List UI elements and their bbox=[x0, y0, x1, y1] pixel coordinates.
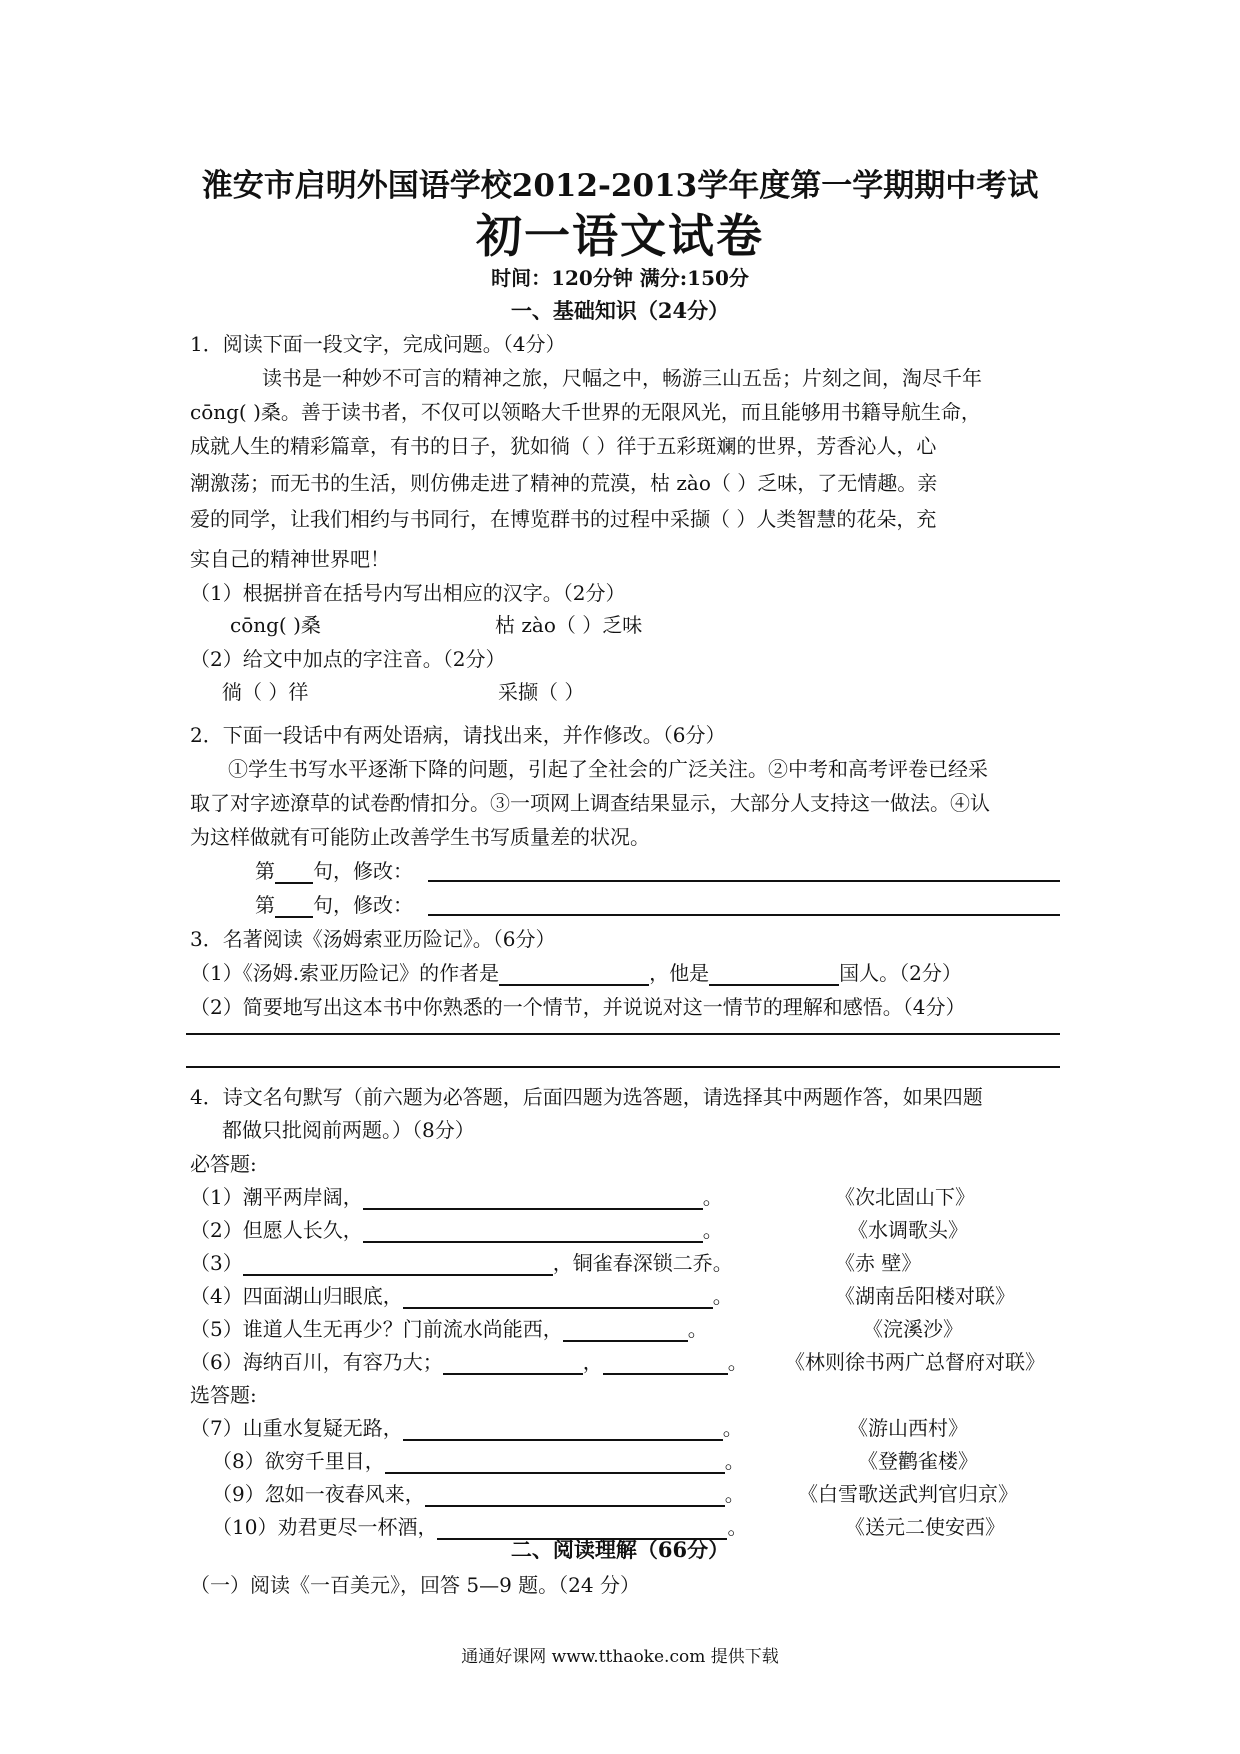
q3-answer-line-2[interactable] bbox=[186, 1066, 1060, 1068]
q4-item-8-blank[interactable] bbox=[385, 1450, 725, 1474]
q4-item-4: （4）四面湖山归眼底， 。 bbox=[190, 1284, 733, 1308]
q1-sub2-answer-a[interactable]: 徜（ ）徉 bbox=[222, 680, 309, 704]
q4-item-6-blank-b[interactable] bbox=[603, 1351, 728, 1375]
q2-fix-row-2: 第 句，修改： bbox=[255, 893, 413, 917]
q4-item-3: （3） ，铜雀春深锁二乔。 bbox=[190, 1251, 733, 1275]
q4-item-9-source: 《白雪歌送武判官归京》 bbox=[798, 1482, 1018, 1506]
q3-stem: 3．名著阅读《汤姆索亚历险记》。（6分） bbox=[190, 927, 556, 951]
q1-sub1-answer-a[interactable]: cōng( )桑 bbox=[230, 613, 321, 637]
q2-fix-row-1: 第 句，修改： bbox=[255, 859, 413, 883]
q3-sub1: （1）《汤姆.索亚历险记》的作者是 ，他是 国人。（2分） bbox=[190, 961, 962, 985]
q4-stem-line2: 都做只批阅前两题。）（8分） bbox=[222, 1118, 475, 1142]
q2-passage-line1: ①学生书写水平逐渐下降的问题，引起了全社会的广泛关注。②中考和高考评卷已经采 bbox=[228, 757, 988, 781]
q4-item-3-source: 《赤 壁》 bbox=[835, 1251, 922, 1275]
q4-item-10: （10）劝君更尽一杯酒， 。 bbox=[212, 1515, 748, 1539]
q4-item-1-source: 《次北固山下》 bbox=[835, 1185, 975, 1209]
q4-item-1: （1）潮平两岸阔， 。 bbox=[190, 1185, 723, 1209]
q4-item-1-blank[interactable] bbox=[363, 1186, 703, 1210]
q4-optional-label: 选答题: bbox=[190, 1383, 257, 1407]
q4-item-2: （2）但愿人长久， 。 bbox=[190, 1218, 723, 1242]
q1-sub1: （1）根据拼音在括号内写出相应的汉字。（2分） bbox=[190, 581, 626, 605]
q1-sub1-answer-b[interactable]: 枯 zào（ ）乏味 bbox=[495, 613, 643, 637]
q4-item-8: （8）欲穷千里目， 。 bbox=[212, 1449, 745, 1473]
q4-required-label: 必答题: bbox=[190, 1152, 257, 1176]
q1-passage-line1: 读书是一种妙不可言的精神之旅，尺幅之中，畅游三山五岳；片刻之间，淘尽千年 bbox=[262, 366, 982, 390]
q4-item-4-source: 《湖南岳阳楼对联》 bbox=[835, 1284, 1015, 1308]
section2-title: 二、阅读理解（66分） bbox=[510, 1537, 730, 1562]
q4-item-3-blank[interactable] bbox=[243, 1252, 553, 1276]
q4-item-6-blank-a[interactable] bbox=[443, 1351, 583, 1375]
q2-stem: 2．下面一段话中有两处语病，请找出来，并作修改。（6分） bbox=[190, 723, 726, 747]
q1-stem: 1．阅读下面一段文字，完成问题。（4分） bbox=[190, 332, 566, 356]
q4-item-6-source: 《林则徐书两广总督府对联》 bbox=[785, 1350, 1045, 1374]
q1-passage-line4: 潮激荡；而无书的生活，则仿佛走进了精神的荒漠，枯 zào（ ）乏味，了无情趣。亲 bbox=[190, 471, 938, 495]
section1-title: 一、基础知识（24分） bbox=[510, 298, 730, 323]
q2-fix-1-sentence-blank[interactable] bbox=[275, 860, 313, 884]
q4-item-2-blank[interactable] bbox=[363, 1219, 703, 1243]
q1-sub2-answer-b[interactable]: 采撷（ ） bbox=[498, 680, 585, 704]
section2-intro: （一）阅读《一百美元》，回答 5—9 题。（24 分） bbox=[190, 1573, 640, 1597]
exam-meta: 时间：120分钟 满分:150分 bbox=[491, 266, 749, 290]
q3-nationality-blank[interactable] bbox=[709, 962, 839, 986]
school-exam-heading: 淮安市启明外国语学校2012-2013学年度第一学期期中考试 bbox=[201, 168, 1039, 204]
q2-passage-line3: 为这样做就有可能防止改善学生书写质量差的状况。 bbox=[190, 825, 650, 849]
q2-fix-2-sentence-blank[interactable] bbox=[275, 894, 313, 918]
q4-item-5: （5）谁道人生无再少？门前流水尚能西， 。 bbox=[190, 1317, 708, 1341]
q1-sub2: （2）给文中加点的字注音。（2分） bbox=[190, 647, 506, 671]
q1-passage-line5: 爱的同学，让我们相约与书同行，在博览群书的过程中采撷（ ）人类智慧的花朵，充 bbox=[190, 507, 937, 531]
q4-item-7-blank[interactable] bbox=[403, 1417, 723, 1441]
q2-passage-line2: 取了对字迹潦草的试卷酌情扣分。③一项网上调查结果显示，大部分人支持这一做法。④认 bbox=[190, 791, 990, 815]
q4-stem-line1: 4．诗文名句默写（前六题为必答题，后面四题为选答题，请选择其中两题作答，如果四题 bbox=[190, 1085, 983, 1109]
q4-item-6: （6）海纳百川，有容乃大； ， 。 bbox=[190, 1350, 748, 1374]
q4-item-10-source: 《送元二使安西》 bbox=[845, 1515, 1005, 1539]
q4-item-5-source: 《浣溪沙》 bbox=[863, 1317, 963, 1341]
q4-item-9-blank[interactable] bbox=[425, 1483, 725, 1507]
q2-fix-2-answer-line[interactable] bbox=[428, 914, 1060, 916]
q4-item-2-source: 《水调歌头》 bbox=[848, 1218, 968, 1242]
q3-answer-line-1[interactable] bbox=[186, 1033, 1060, 1035]
q4-item-8-source: 《登鹳雀楼》 bbox=[858, 1449, 978, 1473]
q4-item-9: （9）忽如一夜春风来， 。 bbox=[212, 1482, 745, 1506]
q1-passage-line6: 实自己的精神世界吧！ bbox=[190, 547, 390, 571]
paper-title: 初一语文试卷 bbox=[476, 209, 764, 263]
q3-author-blank[interactable] bbox=[499, 962, 649, 986]
q1-passage-line3: 成就人生的精彩篇章，有书的日子，犹如徜（ ）徉于五彩斑斓的世界，芳香沁人，心 bbox=[190, 434, 937, 458]
q2-fix-1-answer-line[interactable] bbox=[428, 880, 1060, 882]
q4-item-5-blank[interactable] bbox=[563, 1318, 688, 1342]
q4-item-7-source: 《游山西村》 bbox=[848, 1416, 968, 1440]
q4-item-4-blank[interactable] bbox=[403, 1285, 713, 1309]
q1-passage-line2: cōng( )桑。善于读书者，不仅可以领略大千世界的无限风光，而且能够用书籍导航生命， bbox=[190, 400, 981, 424]
q3-sub2: （2）简要地写出这本书中你熟悉的一个情节，并说说对这一情节的理解和感悟。（4分） bbox=[190, 995, 966, 1019]
page-footer: 通通好课网 www.tthaoke.com 提供下载 bbox=[461, 1647, 779, 1667]
q4-item-7: （7）山重水复疑无路， 。 bbox=[190, 1416, 743, 1440]
